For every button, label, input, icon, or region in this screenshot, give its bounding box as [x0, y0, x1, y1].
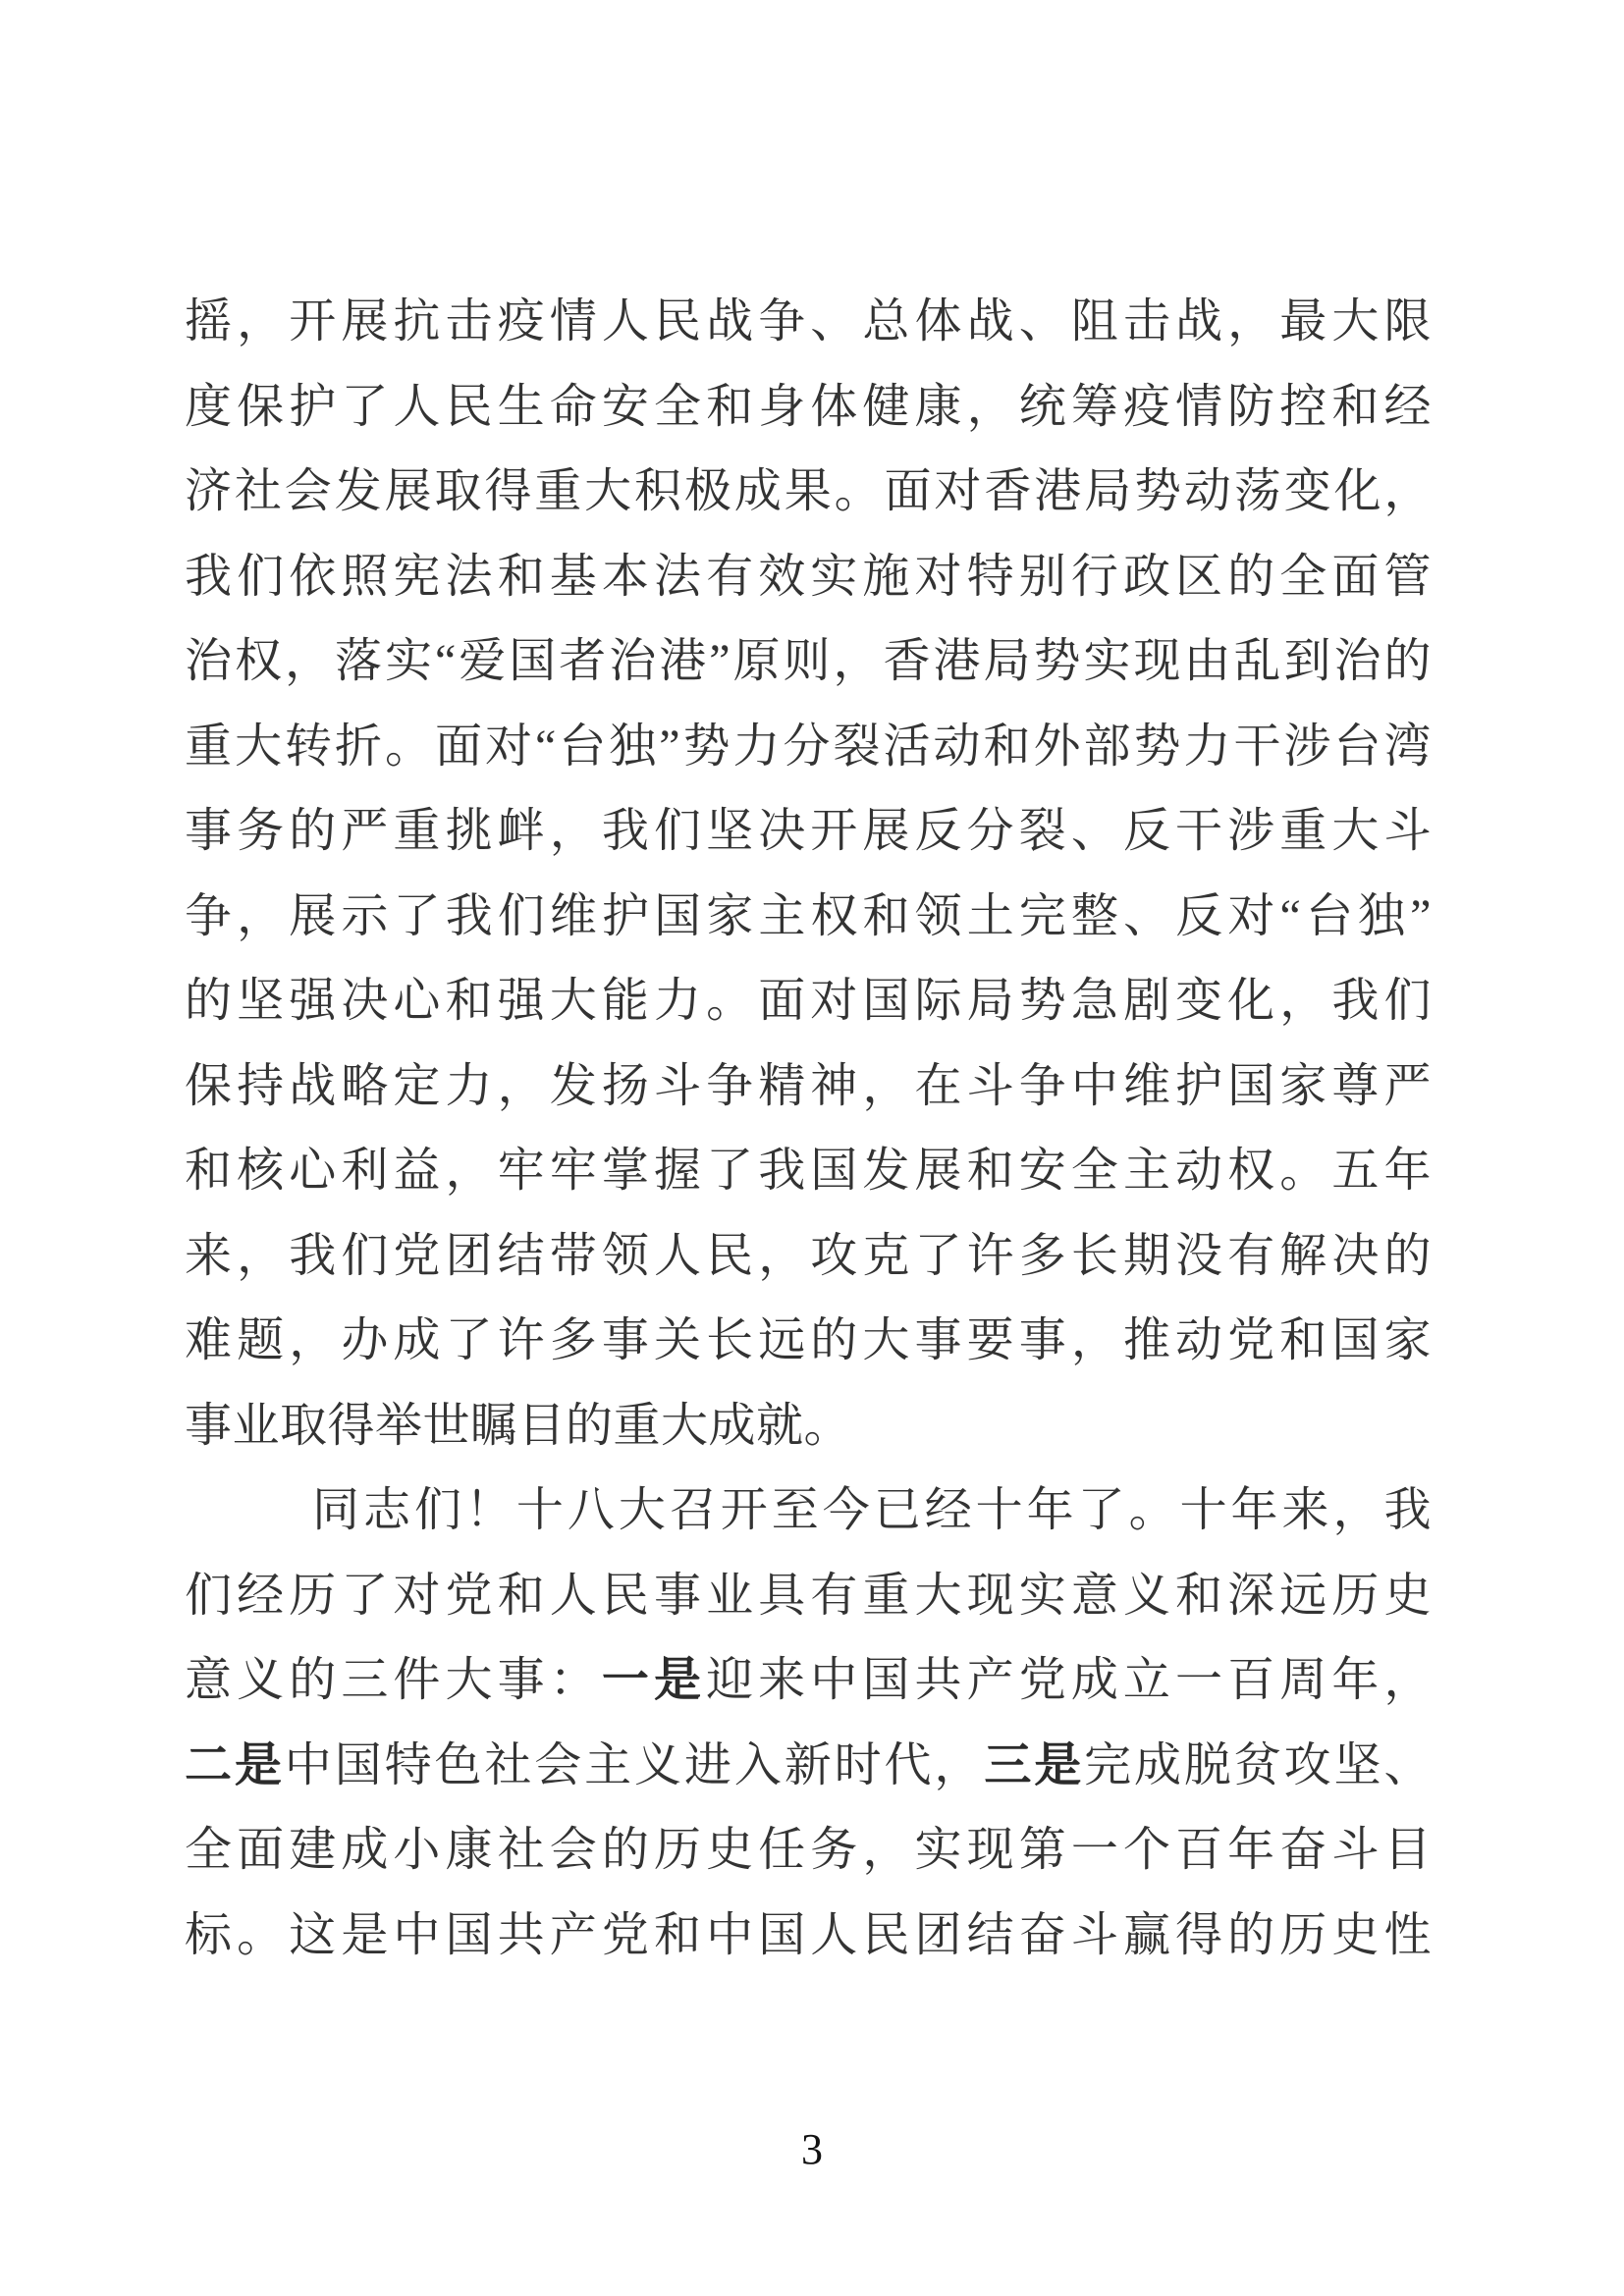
text-line	[185, 1894, 1432, 1979]
text-segment: 保持战略定力，发扬斗争精神，在斗争中维护国家尊严	[185, 1059, 1432, 1112]
text-segment: 治权，落实“爱国者治港”原则，香港局势实现由乱到治的	[185, 635, 1432, 687]
text-line	[185, 705, 1432, 790]
text-segment: 难题，办成了许多事关长远的大事要事，推动党和国家	[185, 1314, 1432, 1366]
text-line	[185, 1468, 1432, 1554]
text-segment: 度保护了人民生命安全和身体健康，统筹疫情防控和经	[185, 380, 1432, 433]
text-segment: 意义的三件大事：	[185, 1654, 602, 1706]
text-segment: 的坚强决心和强大能力。面对国际局势急剧变化，我们	[185, 975, 1432, 1027]
text-block	[185, 280, 1432, 1978]
text-segment: 争，展示了我们维护国家主权和领土完整、反对“台独”	[185, 889, 1432, 942]
text-segment: 我们依照宪法和基本法有效实施对特别行政区的全面管	[185, 550, 1432, 603]
text-segment: 标。这是中国共产党和中国人民团结奋斗赢得的历史性	[185, 1908, 1432, 1961]
text-line	[185, 1554, 1432, 1639]
bold-emphasis: 二是	[185, 1738, 285, 1791]
text-line	[185, 619, 1432, 705]
page-number: 3	[801, 2125, 823, 2173]
text-line	[185, 959, 1432, 1044]
text-line	[185, 789, 1432, 875]
text-segment: 来，我们党团结带领人民，攻克了许多长期没有解决的	[185, 1229, 1432, 1282]
text-line	[185, 1044, 1432, 1130]
text-line	[185, 1384, 1432, 1469]
text-line	[185, 875, 1432, 960]
text-line	[185, 1299, 1432, 1384]
text-line	[185, 280, 1432, 365]
bold-emphasis: 一是	[601, 1654, 707, 1706]
text-segment: 重大转折。面对“台独”势力分裂活动和外部势力干涉台湾	[185, 720, 1432, 773]
text-line	[185, 450, 1432, 535]
text-line	[185, 1214, 1432, 1300]
text-line	[185, 1724, 1432, 1809]
text-segment: 济社会发展取得重大积极成果。面对香港局势动荡变化，	[185, 465, 1432, 517]
text-segment: 事业取得举世瞩目的重大成就。	[185, 1399, 852, 1452]
text-line	[185, 1808, 1432, 1894]
text-segment: 中国特色社会主义进入新时代，	[284, 1738, 985, 1791]
text-segment: 和核心利益，牢牢掌握了我国发展和安全主动权。五年	[185, 1145, 1432, 1197]
bold-emphasis: 三是	[984, 1738, 1085, 1791]
text-segment: 全面建成小康社会的历史任务，实现第一个百年奋斗目	[185, 1824, 1432, 1876]
text-segment: 迎来中国共产党成立一百周年，	[706, 1654, 1432, 1706]
text-segment: 们经历了对党和人民事业具有重大现实意义和深远历史	[185, 1569, 1432, 1622]
text-segment: 完成脱贫攻坚、	[1084, 1738, 1432, 1791]
text-segment: 摇，开展抗击疫情人民战争、总体战、阻击战，最大限	[185, 295, 1432, 347]
text-segment: 事务的严重挑衅，我们坚决开展反分裂、反干涉重大斗	[185, 805, 1432, 857]
text-line	[185, 365, 1432, 451]
text-line	[185, 535, 1432, 620]
text-segment: 同志们！十八大召开至今已经十年了。十年来，我	[312, 1484, 1432, 1536]
text-line	[185, 1638, 1432, 1724]
text-line	[185, 1129, 1432, 1214]
